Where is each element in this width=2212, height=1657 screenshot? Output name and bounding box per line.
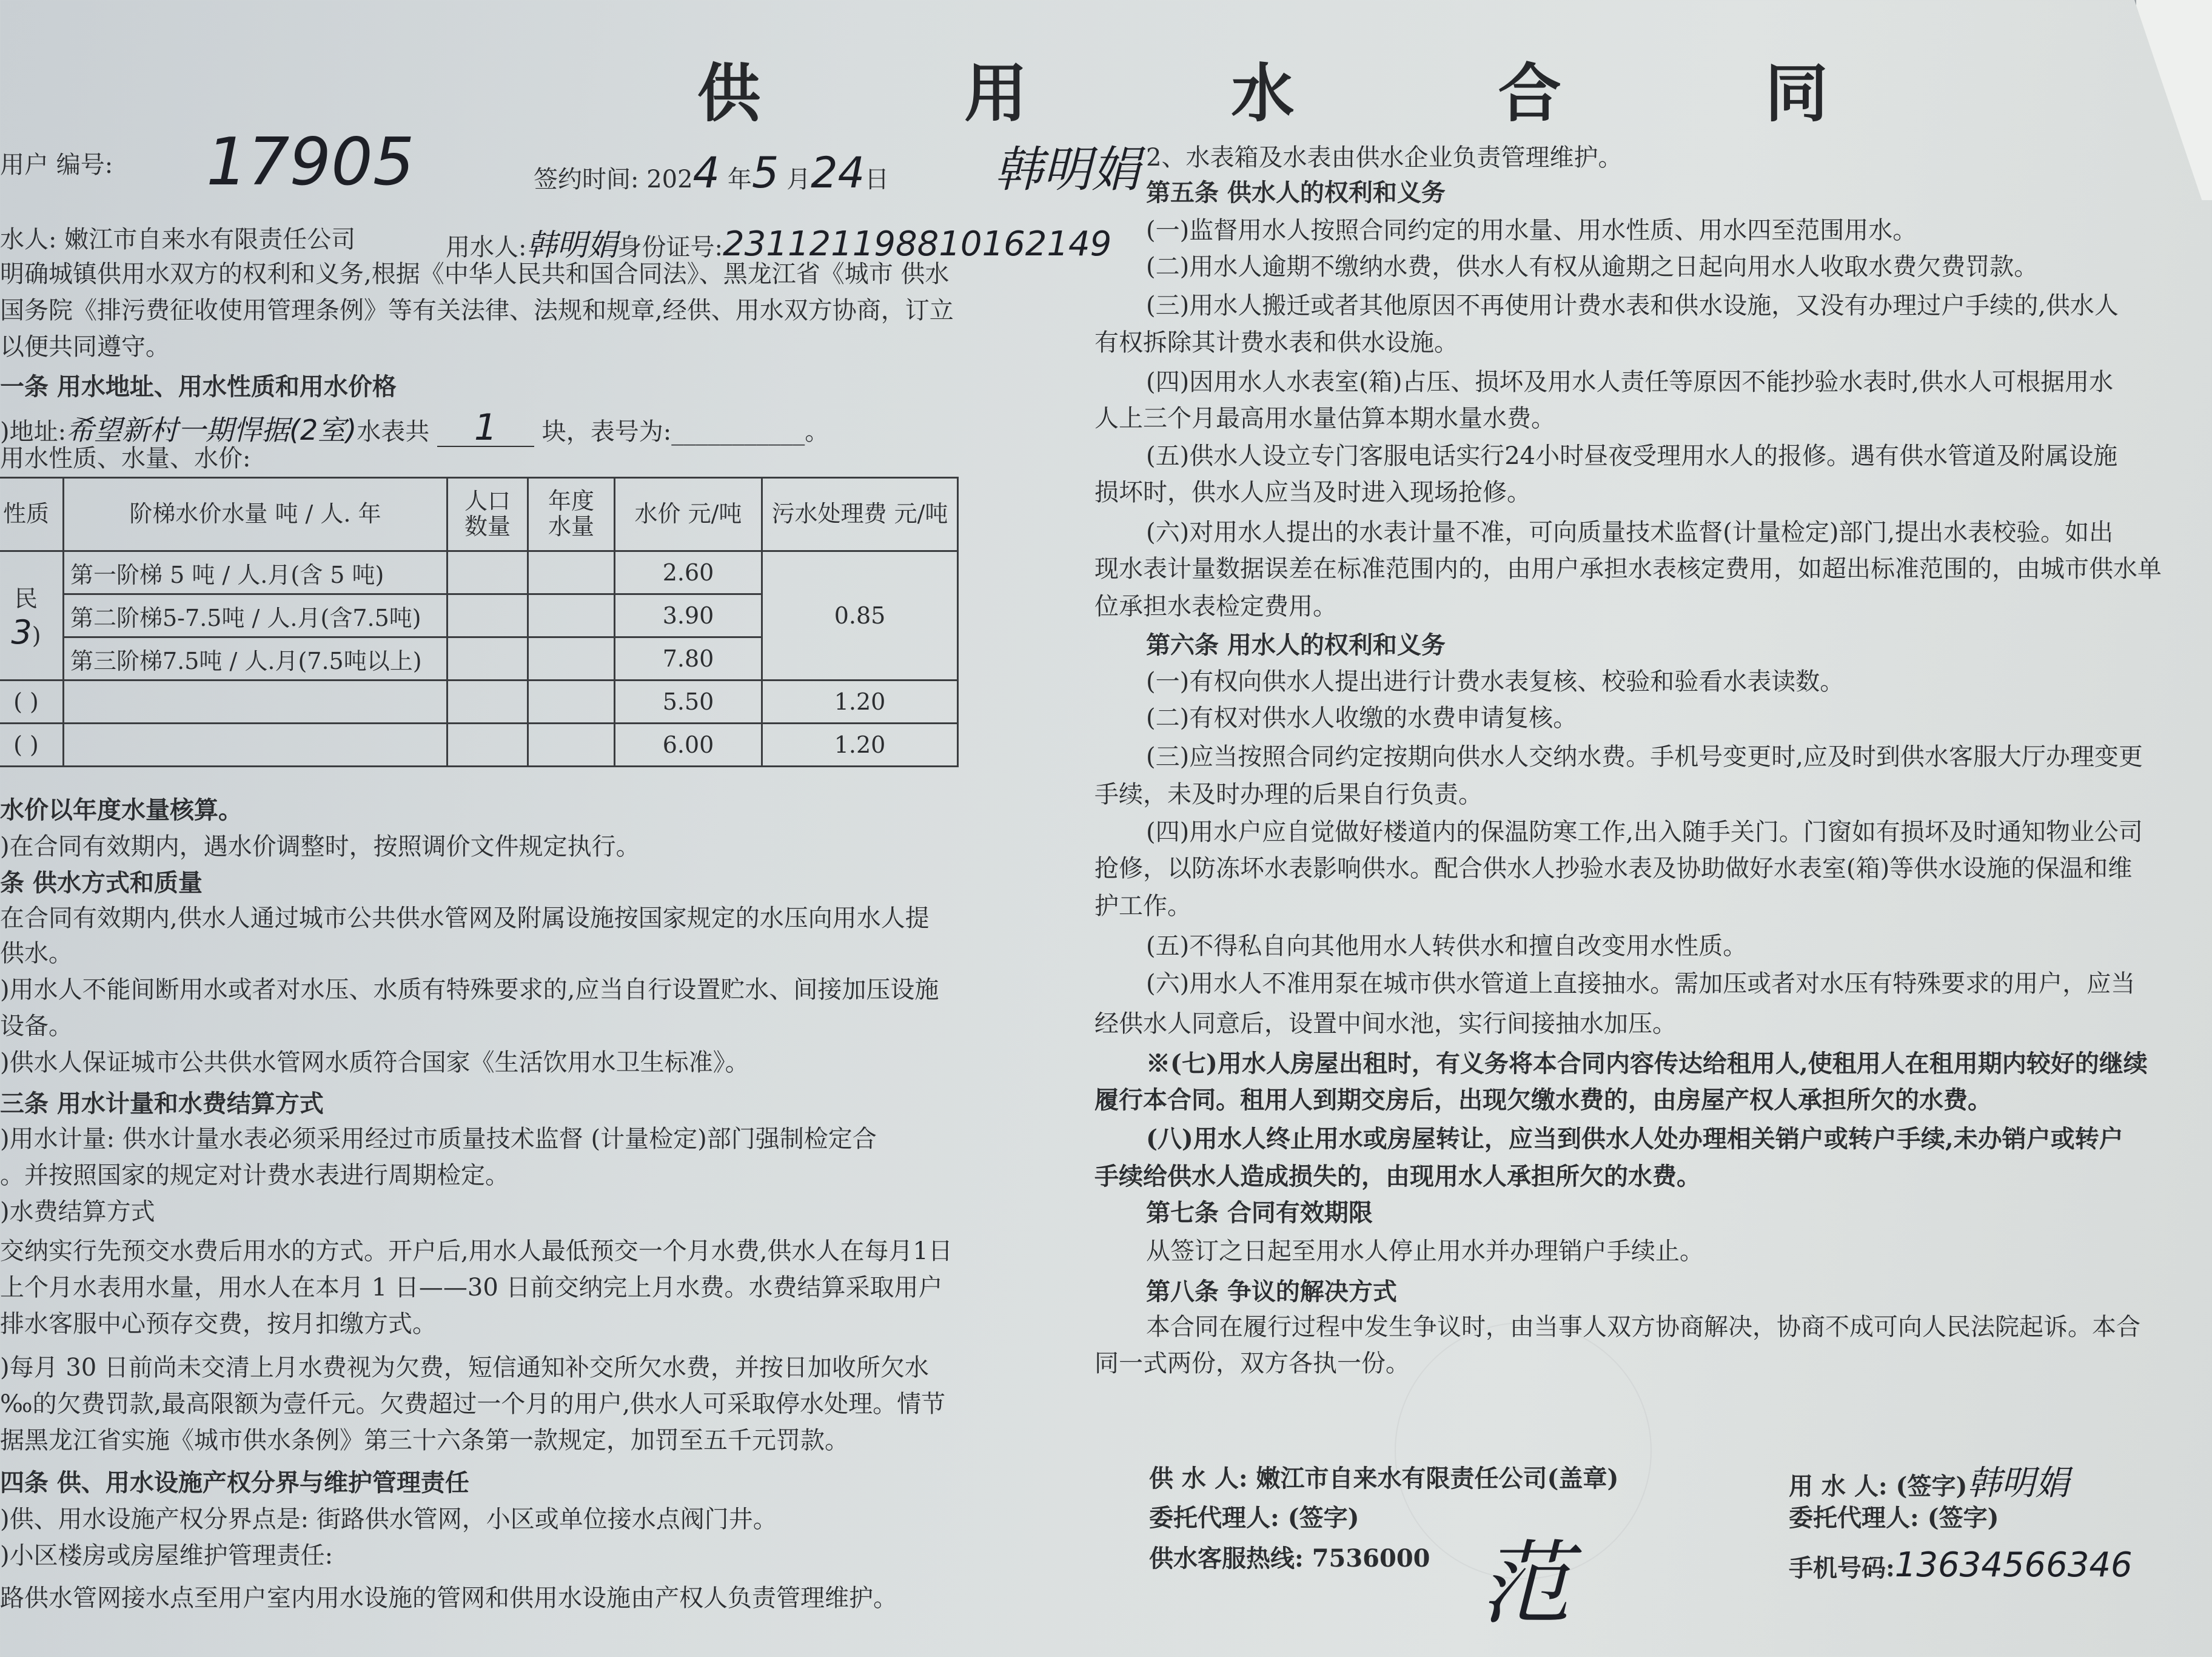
clause-line: )小区楼房或房屋维护管理责任: [0,1542,333,1570]
other-category-cell: ( ) [0,681,64,724]
population-cell [447,551,528,594]
clause-heading: 第七条 合同有效期限 [1146,1198,1373,1227]
clause-line: 抢修，以防冻坏水表影响供水。配合供水人抄验水表及协助做好水表室(箱)等供水设施的保温和维 [1094,855,2133,882]
tier-2-price: 3.90 [615,594,762,637]
table-header-price: 水价 元/吨 [615,478,762,551]
table-row [0,681,958,724]
clause-line: 2、水表箱及水表由供水企业负责管理维护。 [1146,144,1623,172]
clause-line: (一)监督用水人按照合同约定的用水量、用水性质、用水四至范围用水。 [1146,217,1917,244]
service-hotline: 供水客服热线: 7536000 [1149,1544,1430,1573]
other-sewage-fee: 1.20 [762,681,958,724]
clause-line: 同一式两份，双方各执一份。 [1094,1349,1410,1377]
tier-1-cell: 第一阶梯 5 吨 / 人.月(含 5 吨) [64,551,447,594]
other-sewage-fee: 1.20 [762,724,958,767]
folded-page-corner [2134,0,2212,200]
clause-heading: 手续给供水人造成损失的，由现用水人承担所欠的水费。 [1094,1162,1701,1191]
clause-line: (四)因用水人水表室(箱)占压、损坏及用水人责任等原因不能抄验水表时,供水人可根据用水 [1146,368,2114,396]
clause-heading: 第六条 用水人的权利和义务 [1146,631,1446,659]
annual-volume-cell [528,594,615,637]
supplier-signature-label: 供 水 人: 嫩江市自来水有限责任公司(盖章) [1149,1464,1619,1493]
table-header-population: 人口 数量 [447,478,528,551]
clause-line: )用水人不能间断用水或者对水压、水质有特殊要求的,应当自行设置贮水、间接加压设施 [0,976,939,1004]
clause-line: 排水客服中心预存交费，按月扣缴方式。 [0,1310,437,1338]
other-price: 6.00 [615,724,762,767]
supplier-party-label: 水人: 嫩江市自来水有限责任公司 [0,226,356,254]
user-signature-label: 用 水 人: (签字)韩明娟 [1789,1464,2070,1503]
clause-line: 交纳实行先预交水费后用水的方式。开户后,用水人最低预交一个月水费,供水人在每月1日 [0,1237,953,1265]
clause-line: 损坏时，供水人应当及时进入现场抢修。 [1094,479,1531,506]
table-row [0,551,958,594]
tier-3-cell: 第三阶梯7.5吨 / 人.月(7.5吨以上) [64,637,447,681]
clause-line: 在合同有效期内,供水人通过城市公共供水管网及附属设施按国家规定的水压向用水人提 [0,904,930,932]
preamble-line-3: 以便共同遵守。 [0,333,170,361]
clause-line: (五)不得私自向其他用水人转供水和擅自改变用水性质。 [1146,932,1748,960]
tier-1-price: 2.60 [615,551,762,594]
clause-line: (五)供水人设立专门客服电话实行24小时昼夜受理用水人的报修。遇有供水管道及附属设施 [1146,442,2118,470]
clause-line: 。并按照国家的规定对计费水表进行周期检定。 [0,1161,509,1189]
water-price-table [0,477,959,767]
article-1-heading: 一条 用水地址、用水性质和用水价格 [0,372,397,401]
resident-sewage-fee: 0.85 [762,551,958,681]
clause-line: (四)用水户应自觉做好楼道内的保温防寒工作,出入随手关门。门窗如有损坏及时通知物业公司 [1146,818,2143,846]
clause-line: (二)有权对供水人收缴的水费申请复核。 [1146,704,1578,732]
clause-line: 经供水人同意后，设置中间水池，实行间接抽水加压。 [1094,1010,1677,1038]
phone-number-row: 手机号码:13634566346 [1789,1545,2133,1585]
clause-line: 路供水管网接水点至用户室内用水设施的管网和供用水设施由产权人负责管理维护。 [0,1584,897,1612]
clause-line: )供、用水设施产权分界点是: 街路供水管网，小区或单位接水点阀门井。 [0,1505,777,1533]
clause-line: (三)应当按照合同约定按期向供水人交纳水费。手机号变更时,应及时到供水客服大厅办理变更 [1146,743,2143,771]
resident-category-cell: 民 3) [0,551,64,681]
clause-line: 供水。 [0,939,73,967]
clause-line: 位承担水表检定费用。 [1094,593,1337,620]
clause-line: 人上三个月最高用水量估算本期水量水费。 [1094,405,1555,432]
clause-heading: 第五条 供水人的权利和义务 [1146,178,1446,207]
clause-heading: 水价以年度水量核算。 [0,796,243,824]
population-cell [447,637,528,681]
clause-heading: (八)用水人终止用水或房屋转让，应当到供水人处办理相关销户或转户手续,未办销户或转户 [1146,1124,2123,1153]
table-header-tier: 阶梯水价水量 吨 / 人. 年 [64,478,447,551]
clause-line: )在合同有效期内，遇水价调整时，按照调价文件规定执行。 [0,833,640,861]
address-line: )地址:希望新村一期悍据(2室)水表共 1 块，表号为:___________。 [0,406,830,449]
clause-line: )每月 30 日前尚未交清上月水费视为欠费，短信通知补交所欠水费，并按日加收所欠水 [0,1354,929,1382]
preamble-line-2: 国务院《排污费征收使用管理条例》等有关法律、法规和规章,经供、用水双方协商，订立 [0,297,954,324]
clause-line: 设备。 [0,1012,73,1040]
water-nature-label: 用水性质、水量、水价: [0,445,251,472]
clause-heading: 第八条 争议的解决方式 [1146,1277,1397,1306]
clause-line: (六)对用水人提出的水表计量不准，可向质量技术监督(计量检定)部门,提出水表校验。如出 [1146,519,2114,546]
preamble-line-1: 明确城镇供用水双方的权利和义务,根据《中华人民共和国合同法》、黑龙江省《城市 供水 [0,260,950,288]
clause-heading: 条 供水方式和质量 [0,869,203,897]
clause-line: 现水表计量数据误差在标准范围内的，由用户承担水表核定费用，如超出标准范围的，由城市供水单 [1094,555,2162,583]
clause-line: ‰的欠费罚款,最高限额为壹仟元。欠费超过一个月的用户,供水人可采取停水处理。情节 [0,1390,946,1418]
clause-line: 据黑龙江省实施《城市供水条例》第三十六条第一款规定，加罚至五千元罚款。 [0,1427,849,1454]
document-title: 供 用 水 合 同 [697,56,1919,130]
table-header-nature: 性质 [0,478,64,551]
user-number-label: 用户 编号: [0,151,113,179]
clause-line: 从签订之日起至用水人停止用水并办理销户手续止。 [1146,1237,1704,1265]
top-signature-handwritten: 韩明娟 [994,141,1140,198]
clause-heading: ※(七)用水人房屋出租时，有义务将本合同内容传达给租用人,使租用人在租用期内较好的继续 [1146,1049,2148,1078]
clause-line: (六)用水人不准用泵在城市供水管道上直接抽水。需加压或者对水压有特殊要求的用户，应当 [1146,970,2136,998]
clause-line: 本合同在履行过程中发生争议时，由当事人双方协商解决，协商不成可向人民法院起诉。本合 [1146,1313,2140,1341]
user-number-handwritten: 17905 [206,124,415,200]
clause-heading: 履行本合同。租用人到期交房后，出现欠缴水费的，由房屋产权人承担所欠的水费。 [1094,1086,1992,1114]
other-category-cell: ( ) [0,724,64,767]
clause-line: (一)有权向供水人提出进行计费水表复核、校验和验看水表读数。 [1146,668,1845,696]
clause-line: 护工作。 [1094,892,1191,920]
supplier-agent-label: 委托代理人: (签字) [1149,1504,1359,1532]
clause-line: 手续，未及时办理的后果自行负责。 [1094,781,1483,808]
date-label: 签约时间: 2024 年5 月24日 [534,148,890,198]
tier-3-price: 7.80 [615,637,762,681]
other-price: 5.50 [615,681,762,724]
population-cell [447,594,528,637]
tier-2-cell: 第二阶梯5-7.5吨 / 人.月(含7.5吨) [64,594,447,637]
clause-line: (三)用水人搬迁或者其他原因不再使用计费水表和供水设施，又没有办理过户手续的,供水人 [1146,292,2119,320]
annual-volume-cell [528,637,615,681]
clause-line: )供水人保证城市公共供水管网水质符合国家《生活饮用水卫生标准》。 [0,1049,749,1077]
user-agent-label: 委托代理人: (签字) [1789,1504,1999,1532]
water-user-party: 用水人:韩明娟身份证号:231121198810162149 [446,224,1112,264]
clause-heading: 四条 供、用水设施产权分界与维护管理责任 [0,1468,469,1497]
clause-line: 有权拆除其计费水表和供水设施。 [1094,329,1458,357]
annual-volume-cell [528,551,615,594]
table-row [0,724,958,767]
table-header-sewage: 污水处理费 元/吨 [762,478,958,551]
clause-line: )水费结算方式 [0,1198,155,1226]
table-header-annual-volume: 年度 水量 [528,478,615,551]
clause-heading: 三条 用水计量和水费结算方式 [0,1089,324,1118]
clause-line: (二)用水人逾期不缴纳水费，供水人有权从逾期之日起向用水人收取水费欠费罚款。 [1146,253,2039,281]
agent-signature-handwritten: 范 [1480,1531,1571,1637]
clause-line: )用水计量: 供水计量水表必须采用经过市质量技术监督 (计量检定)部门强制检定合 [0,1125,877,1153]
clause-line: 上个月水表用水量，用水人在本月 1 日——30 日前交纳完上月水费。水费结算采取用户 [0,1274,943,1302]
